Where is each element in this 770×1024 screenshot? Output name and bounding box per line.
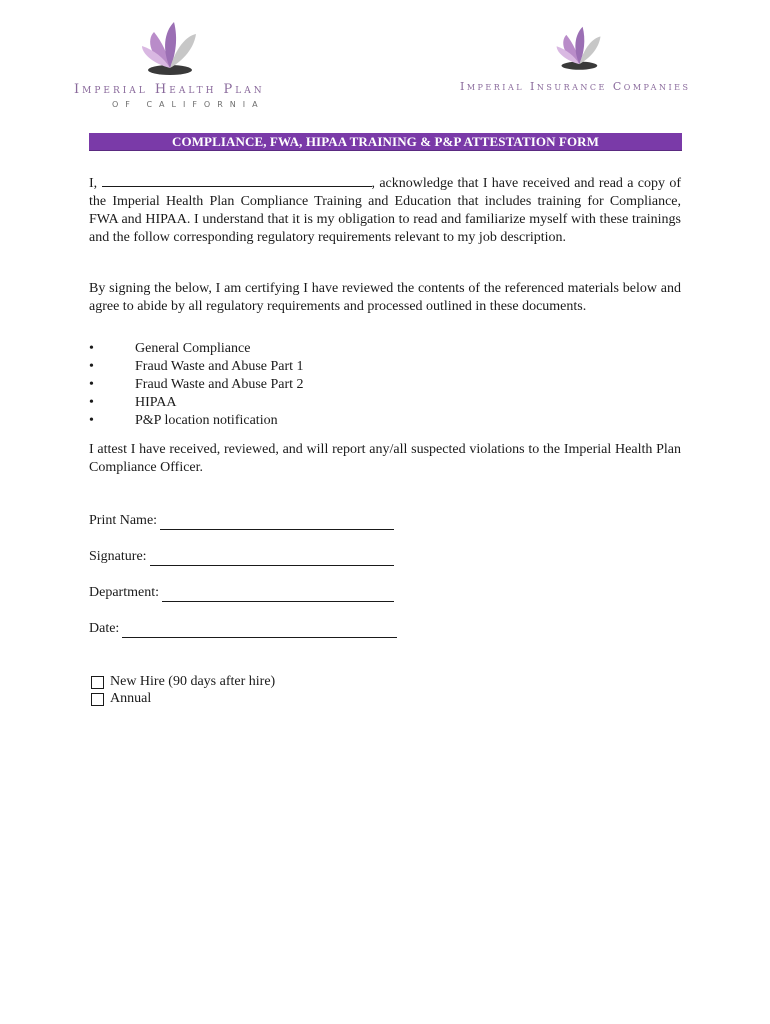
bullet-icon: • <box>89 359 94 374</box>
annual-label: Annual <box>110 691 152 706</box>
petal-fan-icon <box>555 22 607 72</box>
department-field <box>89 584 394 602</box>
print-name-label: Print Name: <box>89 513 158 528</box>
bullet-icon: • <box>89 377 94 392</box>
form-title-bar <box>89 133 682 151</box>
name-blank-line[interactable] <box>102 174 372 187</box>
bullet-icon: • <box>89 413 94 428</box>
petal-fan-icon <box>140 18 204 76</box>
print-name-line[interactable] <box>160 515 394 530</box>
logo-right-brand: Imperial Insurance Companies <box>460 80 691 93</box>
signature-line[interactable] <box>150 551 394 566</box>
bullet-icon: • <box>89 395 94 410</box>
acknowledgement-paragraph <box>89 174 681 247</box>
date-label: Date: <box>89 621 120 636</box>
form-title: COMPLIANCE, FWA, HIPAA TRAINING & P&P ATTESTATION FORM <box>171 133 600 149</box>
new-hire-label: New Hire (90 days after hire) <box>110 674 276 689</box>
logo-left-brand: Imperial Health Plan <box>74 82 265 97</box>
annual-option[interactable] <box>91 690 151 708</box>
new-hire-checkbox[interactable] <box>91 676 104 689</box>
ack-text: , acknowledge that I have received and read a copy of the Imperial Health Plan Compliance Training and Education that includes training for Compliance, FWA and HIPAA. I understand that it is my obligation to read and familiarize myself with these trainings and the follow corresponding regulatory requirements relevant to my job description. <box>89 176 681 245</box>
signature-field <box>89 548 394 566</box>
new-hire-option[interactable] <box>91 673 275 691</box>
imperial-insurance-companies-logo <box>460 18 710 98</box>
department-line[interactable] <box>162 587 394 602</box>
department-label: Department: <box>89 585 159 600</box>
date-field <box>89 620 397 638</box>
signature-label: Signature: <box>89 549 147 564</box>
certification-paragraph: By signing the below, I am certifying I have reviewed the contents of the referenced materials below and agree to abide by all regulatory requirements and processed outlined in these documents. <box>89 281 681 314</box>
form-page: Imperial Health Plan OF CALIFORNIA Imperial Insurance Companies COMPLIANCE, FWA, HIPAA TRAINING & P&P ATTESTATION FORM I, , acknowledge that I have received and read a copy of the Imperial Health Plan Compliance Training and Education that includes training for Compliance, FWA and HIPAA. I understand that it is my obligation to read and familiarize myself with these trainings and the follow corresponding regulatory requirements relevant to my job description. By signing the below, I am certifying I have reviewed the contents of the referenced materials below and agree to abide by all regulatory requirements and processed outlined in these documents. • General Compliance • Fraud Waste and Abuse Part 1 • Fraud Waste and Abuse Part 2 • HIPAA • P&P location notification I attest I have received, reviewed, and will report any/all suspected violations to the Imperial Health Plan Compliance Officer. Print Name: Signature: Department: Date: New Hire (90 days after hire) Annual <box>0 0 770 1024</box>
bullet-icon: • <box>89 341 94 356</box>
ack-prefix: I, <box>89 176 102 191</box>
annual-checkbox[interactable] <box>91 693 104 706</box>
logo-left-subtitle: OF CALIFORNIA <box>112 100 265 109</box>
attestation-paragraph: I attest I have received, reviewed, and will report any/all suspected violations to the Imperial Health Plan Compliance Officer. <box>89 442 681 475</box>
date-line[interactable] <box>122 623 397 638</box>
imperial-health-plan-logo <box>74 18 274 118</box>
print-name-field <box>89 512 394 530</box>
